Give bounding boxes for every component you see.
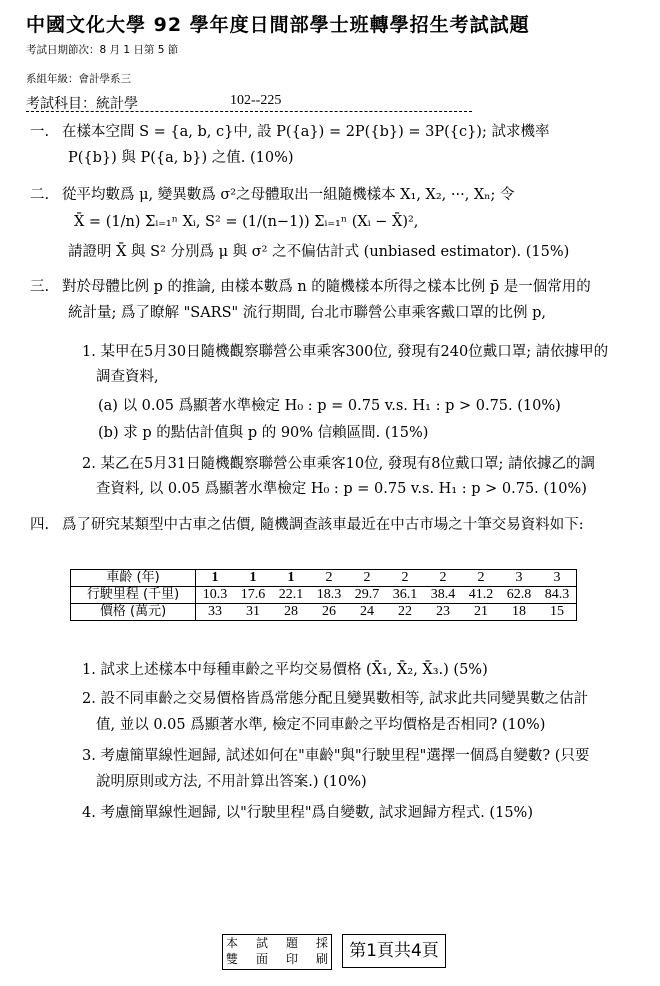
table-cell: 62.8 bbox=[500, 587, 538, 604]
table-cell: 28 bbox=[272, 604, 310, 621]
table-cell: 3 bbox=[500, 570, 538, 587]
q3-sub1b: (b) 求 p 的點估計值與 p 的 90% 信賴區間. (15%) bbox=[98, 425, 429, 441]
q4-line1: 爲了研究某類型中古車之估價, 隨機調查該車最近在中古市場之十筆交易資料如下: bbox=[62, 517, 584, 533]
q3-sub1a: (a) 以 0.05 爲顯著水準檢定 H₀ : p = 0.75 v.s. H₁ : p > 0.75. (10%) bbox=[98, 398, 561, 414]
table-cell: 22.1 bbox=[272, 587, 310, 604]
q4-sub2-line2: 值, 並以 0.05 爲顯著水準, 檢定不同車齡之平均價格是否相同? (10%) bbox=[96, 717, 546, 733]
table-cell: 31 bbox=[234, 604, 272, 621]
q2-number: 二. bbox=[30, 187, 50, 203]
q2-line1: 從平均數爲 μ, 變異數爲 σ²之母體取出一組隨機樣本 X₁, X₂, ···, Xₙ; 令 bbox=[62, 187, 515, 203]
row-label: 車齡 (年) bbox=[71, 570, 196, 587]
q2-formula: X̄ = (1/n) Σᵢ₌₁ⁿ Xᵢ, S² = (1/(n−1)) Σᵢ₌₁ⁿ (Xᵢ − X̄)², bbox=[74, 214, 419, 230]
table-cell: 33 bbox=[196, 604, 235, 621]
table-cell: 2 bbox=[348, 570, 386, 587]
table-cell: 21 bbox=[462, 604, 500, 621]
table-row bbox=[71, 570, 577, 587]
table-cell: 23 bbox=[424, 604, 462, 621]
q4-number: 四. bbox=[30, 517, 50, 533]
exam-date: 考試日期節次：8 月 1 日第 5 節 bbox=[26, 44, 179, 56]
q1-line2: P({b}) 與 P({a, b}) 之值. (10%) bbox=[68, 150, 294, 166]
q2-line3: 請證明 X̄ 與 S² 分別爲 μ 與 σ² 之不偏估計式 (unbiased estimator). (15%) bbox=[68, 244, 570, 260]
used-car-data-table bbox=[70, 569, 577, 621]
table-cell: 2 bbox=[310, 570, 348, 587]
q3-line1: 對於母體比例 p 的推論, 由樣本數爲 n 的隨機樣本所得之樣本比例 p̄ 是一個常用的 bbox=[62, 279, 591, 295]
table-cell: 1 bbox=[196, 570, 235, 587]
header-divider bbox=[26, 111, 472, 112]
q4-sub1: 1. 試求上述樣本中每種車齡之平均交易價格 (X̄₁, X̄₂, X̄₃.) (5%) bbox=[82, 662, 488, 678]
print-note-box bbox=[222, 934, 332, 970]
q3-sub2-line2: 查資料, 以 0.05 爲顯著水準檢定 H₀ : p = 0.75 v.s. H₁ : p > 0.75. (10%) bbox=[96, 481, 587, 497]
q3-line2: 統計量; 爲了瞭解 "SARS" 流行期間, 台北市聯營公車乘客戴口罩的比例 p, bbox=[68, 305, 547, 321]
table-cell: 41.2 bbox=[462, 587, 500, 604]
q1-number: 一. bbox=[30, 124, 50, 140]
q3-sub1-line1: 1. 某甲在5月30日隨機觀察聯營公車乘客300位, 發現有240位戴口罩; 請依據甲的 bbox=[82, 344, 609, 360]
row-label: 價格 (萬元) bbox=[71, 604, 196, 621]
table-row bbox=[71, 604, 577, 621]
q1-line1: 在樣本空間 S = {a, b, c}中, 設 P({a}) = 2P({b}) = 3P({c}); 試求機率 bbox=[62, 124, 550, 140]
table-cell: 29.7 bbox=[348, 587, 386, 604]
table-cell: 3 bbox=[538, 570, 577, 587]
table-cell: 10.3 bbox=[196, 587, 235, 604]
q3-sub2-line1: 2. 某乙在5月31日隨機觀察聯營公車乘客10位, 發現有8位戴口罩; 請依據乙的調 bbox=[82, 456, 596, 472]
table-cell: 17.6 bbox=[234, 587, 272, 604]
table-cell: 2 bbox=[424, 570, 462, 587]
table-cell: 36.1 bbox=[386, 587, 424, 604]
table-cell: 1 bbox=[272, 570, 310, 587]
exam-title: 中國文化大學 92 學年度日間部學士班轉學招生考試試題 bbox=[26, 14, 530, 36]
page-number: 第1頁共4頁 bbox=[342, 934, 446, 968]
table-cell: 38.4 bbox=[424, 587, 462, 604]
row-label: 行駛里程 (千里) bbox=[71, 587, 196, 604]
table-cell: 84.3 bbox=[538, 587, 577, 604]
q4-sub4: 4. 考慮簡單線性迴歸, 以"行駛里程"爲自變數, 試求迴歸方程式. (15%) bbox=[82, 805, 533, 821]
department: 系組年級：會計學系三 bbox=[26, 73, 131, 85]
q4-sub3-line1: 3. 考慮簡單線性迴歸, 試述如何在"車齡"與"行駛里程"選擇一個爲自變數? (只要 bbox=[82, 748, 590, 764]
q3-number: 三. bbox=[30, 279, 50, 295]
table-cell: 2 bbox=[386, 570, 424, 587]
table-cell: 26 bbox=[310, 604, 348, 621]
table-cell: 15 bbox=[538, 604, 577, 621]
course-code: 102--225 bbox=[230, 93, 282, 108]
table-cell: 18 bbox=[500, 604, 538, 621]
table-cell: 22 bbox=[386, 604, 424, 621]
q4-sub3-line2: 說明原則或方法, 不用計算出答案.) (10%) bbox=[96, 774, 367, 790]
table-cell: 18.3 bbox=[310, 587, 348, 604]
subject: 考試科目：統計學 bbox=[26, 96, 138, 112]
table-row bbox=[71, 587, 577, 604]
print-note-line1: 本 試 題 採 bbox=[226, 936, 328, 950]
print-note-line2: 雙 面 印 刷 bbox=[226, 952, 328, 966]
q3-sub1-line2: 調查資料, bbox=[96, 369, 159, 385]
table-cell: 24 bbox=[348, 604, 386, 621]
table-cell: 2 bbox=[462, 570, 500, 587]
table-cell: 1 bbox=[234, 570, 272, 587]
q4-sub2-line1: 2. 設不同車齡之交易價格皆爲常態分配且變異數相等, 試求此共同變異數之估計 bbox=[82, 691, 589, 707]
